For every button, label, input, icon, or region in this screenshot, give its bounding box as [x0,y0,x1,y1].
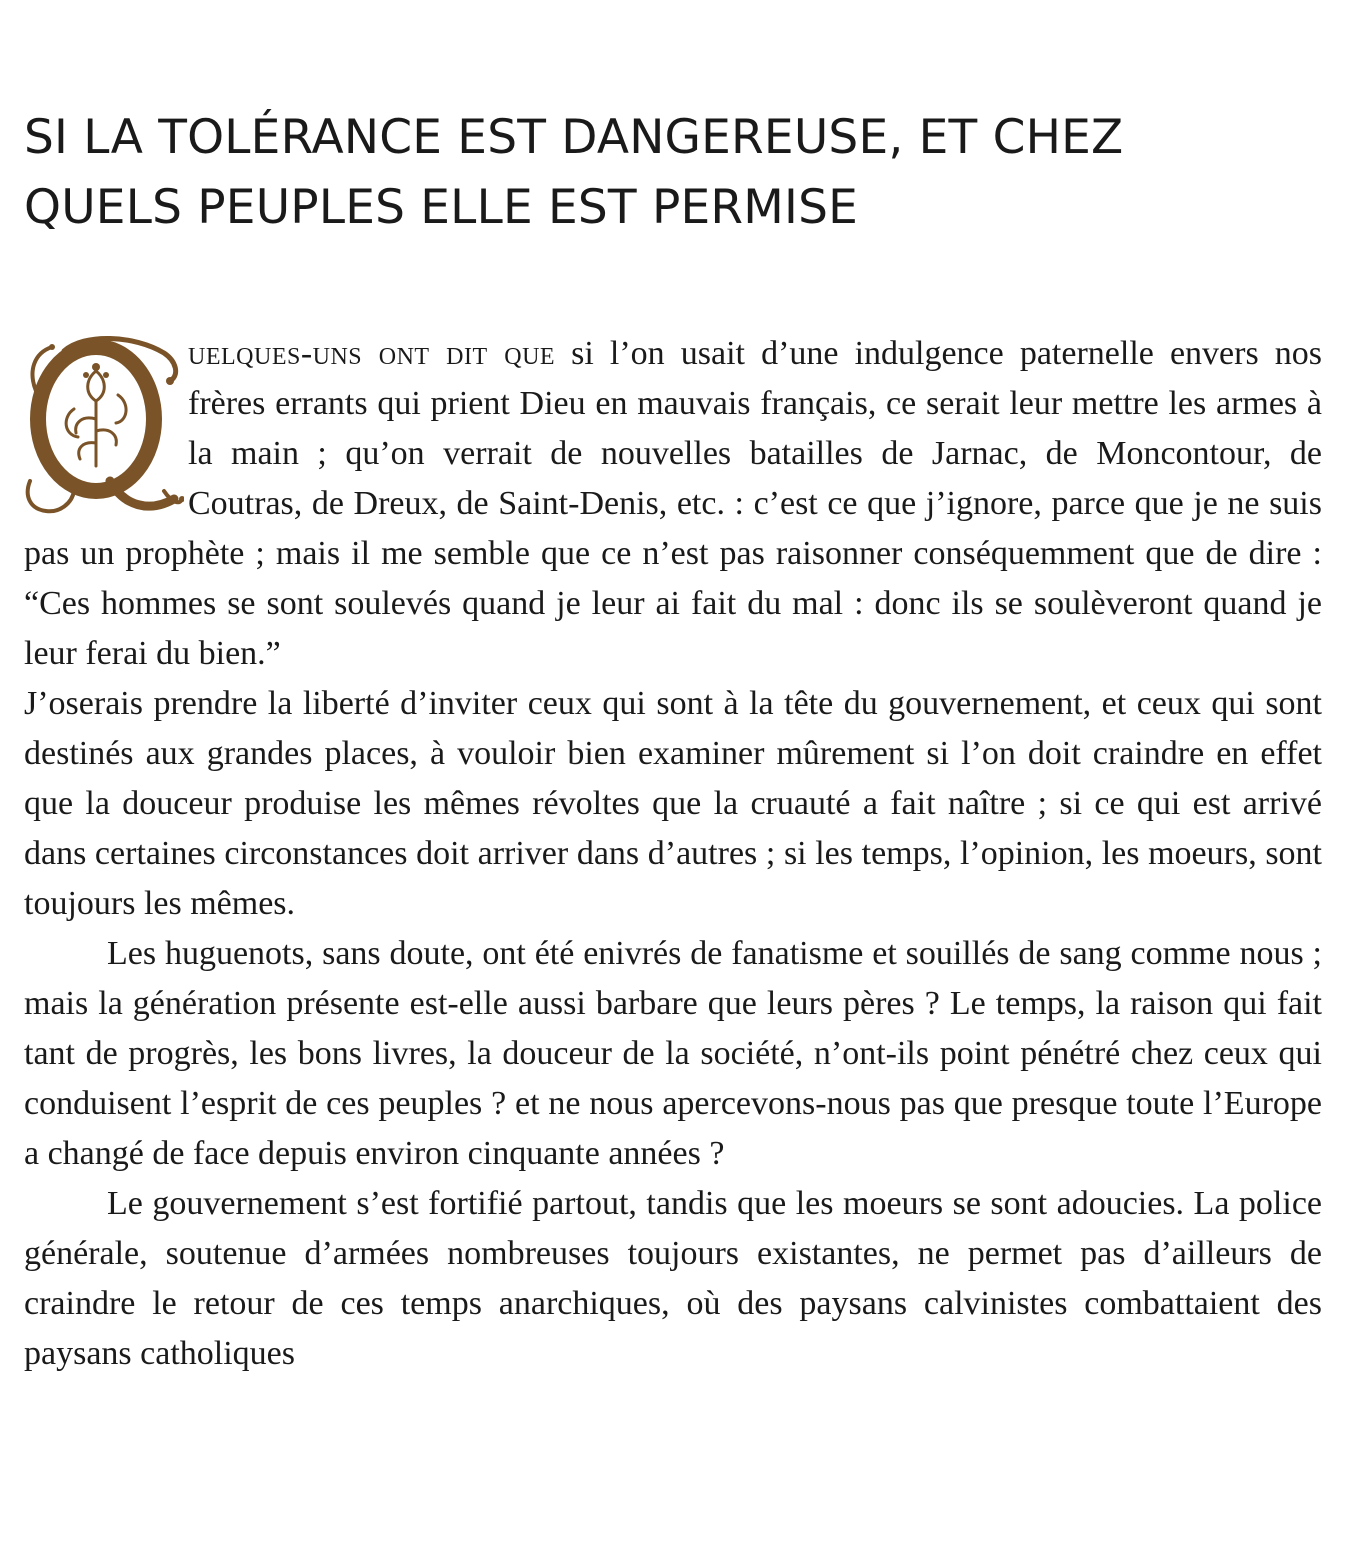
paragraph-1 [24,329,1322,679]
book-page [24,0,1322,1379]
opening-words: uelques-uns ont dit que [188,335,556,372]
ornamental-dropcap-q-icon [24,331,184,521]
paragraph-4: Le gouvernement s’est fortifié partout, tandis que les moeurs se sont adoucies. La police générale, soutenue d’armées nombreuses toujours existantes, ne permet pas d’ailleurs de craindre le retour de ces temps anarchiques, où des paysans calvinistes combattaient des paysans catholiques [24,1185,1322,1372]
chapter-body [24,329,1322,1379]
chapter-title: SI LA TOLÉRANCE EST DANGEREUSE, ET CHEZ QUELS PEUPLES ELLE EST PERMISE [24,110,1124,235]
paragraph-3: Les huguenots, sans doute, ont été enivrés de fanatisme et souillés de sang comme nous ; mais la génération présente est-elle aussi barbare que leurs pères ? Le temps, la raison qui fait tant de progrès, les bons livres, la douceur de la société, n’ont-ils point pénétré chez ceux qui conduisent l’esprit de ces peuples ? et ne nous apercevons-nous pas que presque toute l’Europe a changé de face depuis environ cinquante années ? [24,935,1322,1172]
paragraph-1-text: si l’on usait d’une indulgence paternelle envers nos frères errants qui prient Dieu en mauvais français, ce serait leur mettre les armes à la main ; qu’on verrait de nouvelles batailles de Jarnac, de Moncontour, de Coutras, de Dreux, de Saint-Denis, etc. : c’est ce que j’ignore, parce que je ne suis pas un prophète ; mais il me semble que ce n’est pas raisonner conséquemment que de dire : “Ces hommes se sont soulevés quand je leur ai fait du mal : donc ils se soulèveront quand je leur ferai du bien.” [24,335,1322,672]
paragraph-2: J’oserais prendre la liberté d’inviter ceux qui sont à la tête du gouvernement, et ceux qui sont destinés aux grandes places, à vouloir bien examiner mûrement si l’on doit craindre en effet que la douceur produise les mêmes révoltes que la cruauté a fait naître ; si ce qui est arrivé dans certaines circonstances doit arriver dans d’autres ; si les temps, l’opinion, les moeurs, sont toujours les mêmes. [24,685,1322,922]
